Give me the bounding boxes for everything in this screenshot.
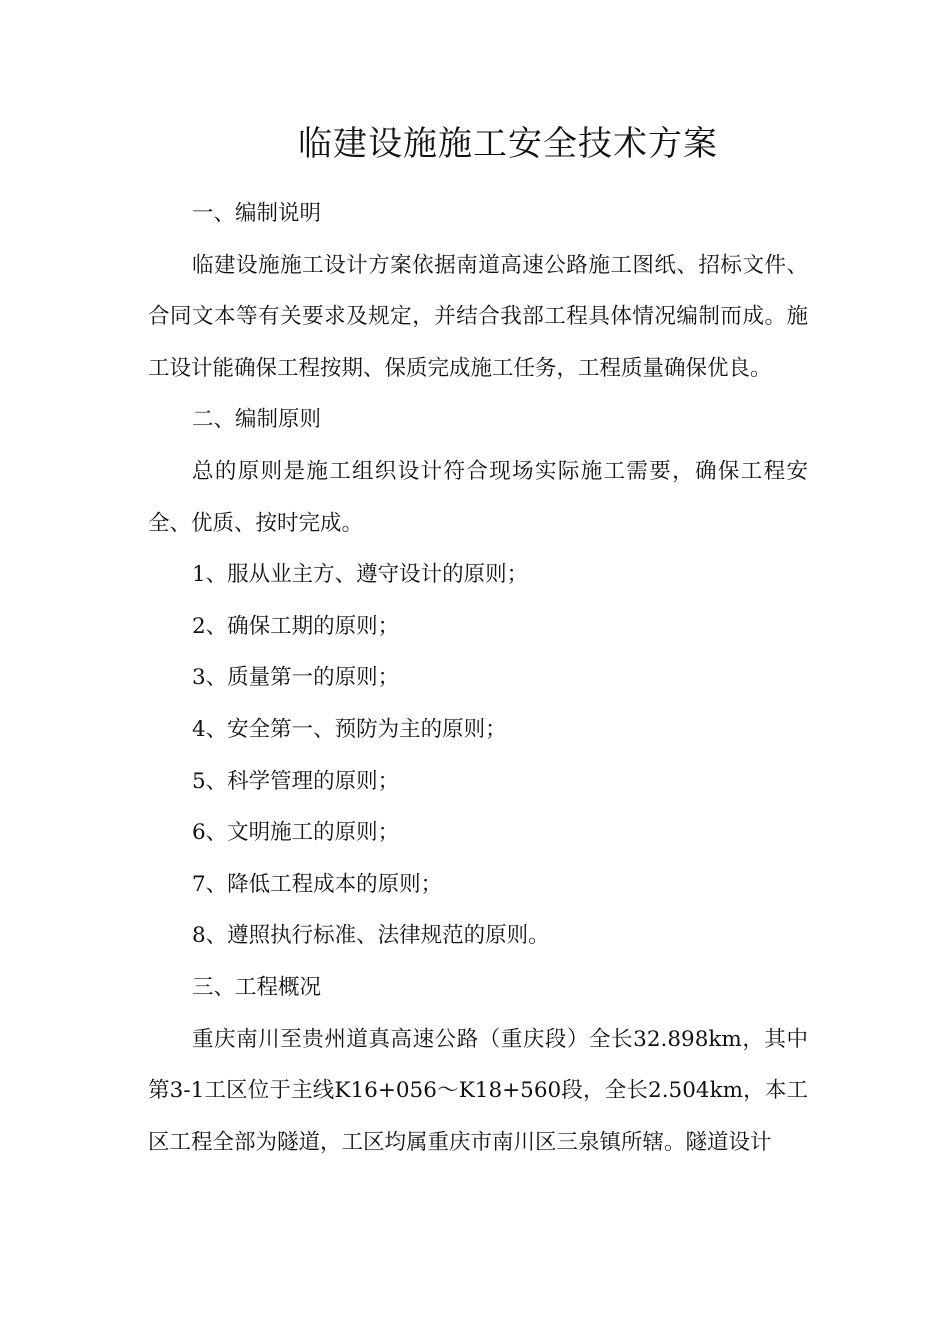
principle-item-7: 7、降低工程成本的原则；: [192, 871, 443, 897]
principle-item-8: 8、遵照执行标准、法律规范的原则。: [192, 923, 550, 949]
principle-item-4: 4、安全第一、预防为主的原则；: [192, 716, 507, 742]
principle-item-5: 5、科学管理的原则；: [192, 768, 400, 794]
paragraph-general-principle: 总的原则是施工组织设计符合现场实际施工需要，确保工程安全、优质、按时完成。: [148, 458, 808, 536]
section-heading-1: 一、编制说明: [192, 201, 322, 226]
section-heading-3: 三、工程概况: [192, 974, 322, 1000]
principle-item-6: 6、文明施工的原则；: [192, 820, 400, 846]
section-heading-2: 二、编制原则: [192, 407, 322, 433]
principle-item-1: 1、服从业主方、遵守设计的原则；: [192, 562, 529, 588]
principle-item-2: 2、确保工期的原则；: [192, 613, 400, 639]
document-title: 临建设施施工安全技术方案: [298, 124, 718, 164]
principle-item-3: 3、质量第一的原则；: [192, 665, 400, 691]
paragraph-compilation-basis: 临建设施施工设计方案依据南道高速公路施工图纸、招标文件、合同文本等有关要求及规定，并结合我部工程具体情况编制而成。施工设计能确保工程按期、保质完成施工任务，工程质量确保优良。: [148, 252, 808, 381]
document-body: [148, 188, 808, 1168]
paragraph-project-overview: 重庆南川至贵州道真高速公路（重庆段）全长32.898km，其中第3-1工区位于主线K16+056～K18+560段，全长2.504km，本工区工程全部为隧道，工区均属重庆市南川区三泉镇所辖。隧道设计: [148, 1026, 808, 1155]
